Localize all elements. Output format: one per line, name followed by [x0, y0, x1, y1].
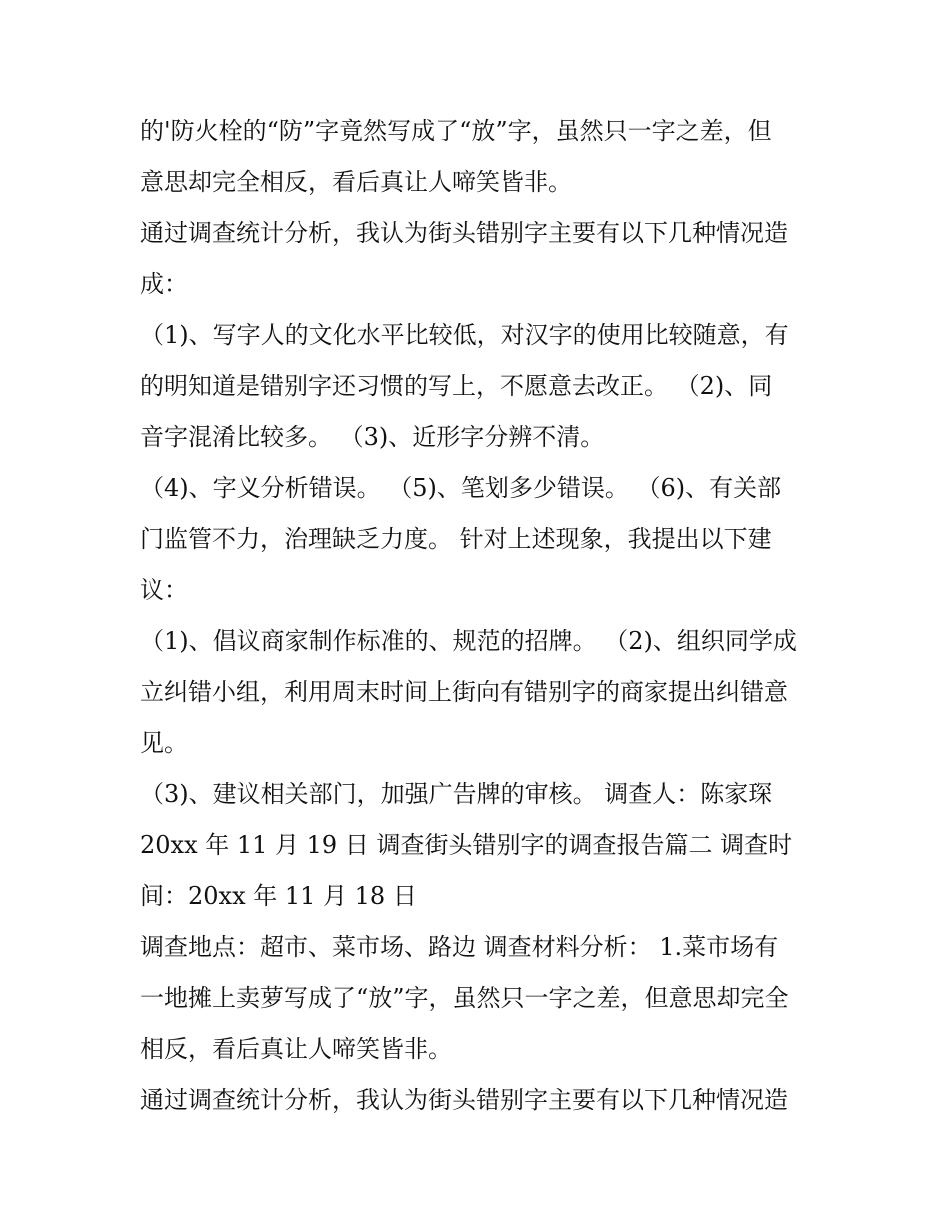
text-line: 门监管不力，治理缺乏力度。 针对上述现象，我提出以下建 [140, 525, 772, 553]
text-line: （1)、写字人的文化水平比较低，对汉字的使用比较随意，有 [140, 321, 789, 349]
text-line: 的'防火栓的“防”字竟然写成了“放”字，虽然只一字之差，但 [140, 117, 772, 145]
text-line: 立纠错小组，利用周末时间上街向有错别字的商家提出纠错意 [140, 678, 788, 706]
text-line: 调查地点：超市、菜市场、路边 调查材料分析： 1.菜市场有 [140, 933, 779, 961]
text-line: 通过调查统计分析，我认为街头错别字主要有以下几种情况造 [140, 1086, 788, 1114]
text-line: 20xx 年 11 月 19 日 调查街头错别字的调查报告篇二 调查时 [140, 831, 793, 859]
text-line: （3)、建议相关部门，加强广告牌的审核。 调查人：陈家琛 [140, 780, 773, 808]
text-line: 的明知道是错别字还习惯的写上，不愿意去改正。 （2)、同 [140, 372, 773, 400]
text-line: 音字混淆比较多。 （3)、近形字分辨不清。 [140, 423, 605, 451]
text-line: （4)、字义分析错误。 （5)、笔划多少错误。 （6)、有关部 [140, 474, 782, 502]
text-line: （1)、倡议商家制作标准的、规范的招牌。 （2)、组织同学成 [140, 627, 797, 655]
text-line: 间：20xx 年 11 月 18 日 [140, 882, 417, 910]
text-line: 通过调查统计分析，我认为街头错别字主要有以下几种情况造 [140, 219, 788, 247]
text-line: 意思却完全相反，看后真让人啼笑皆非。 [140, 168, 572, 196]
text-line: 见。 [140, 729, 188, 757]
text-line: 成： [140, 270, 188, 298]
body-text [140, 106, 820, 1126]
text-line: 议： [140, 576, 188, 604]
text-line: 相反，看后真让人啼笑皆非。 [140, 1035, 452, 1063]
text-line: 一地摊上卖萝写成了“放”字，虽然只一字之差，但意思却完全 [140, 984, 789, 1012]
